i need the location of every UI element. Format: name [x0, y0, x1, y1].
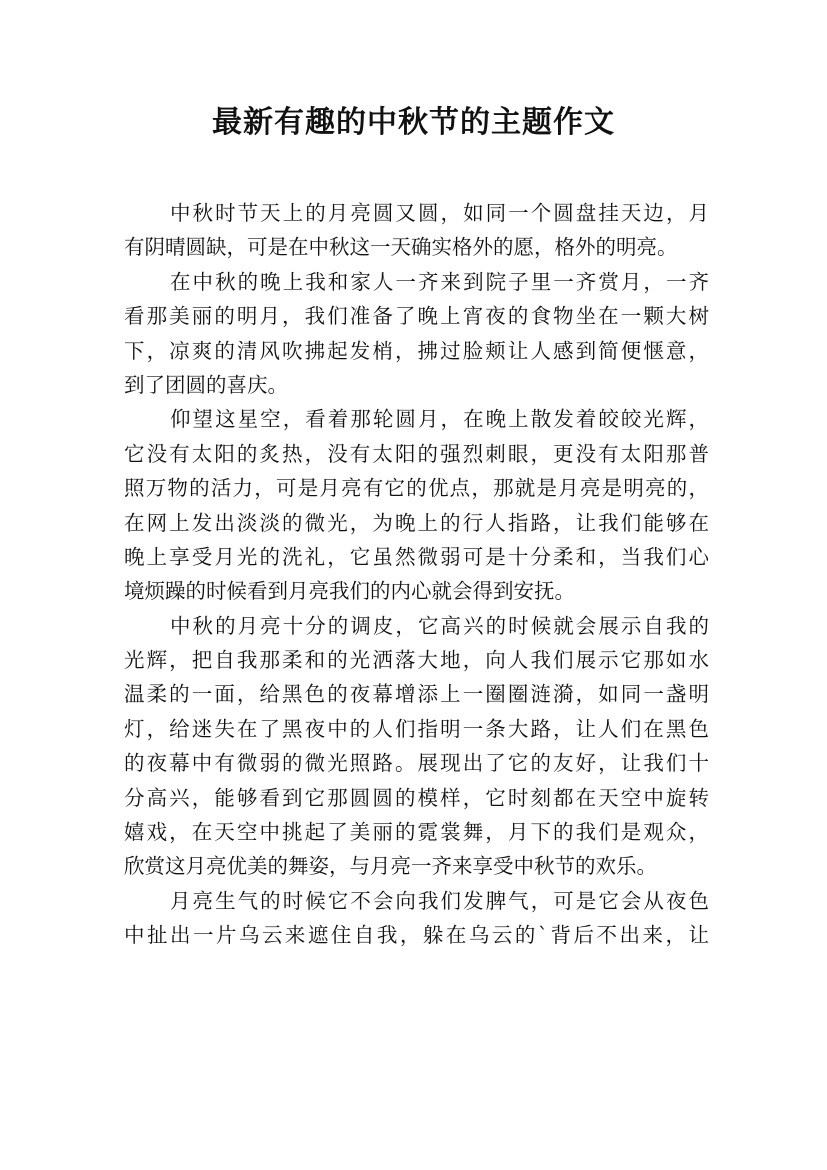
text-line: 下，凉爽的清风吹拂起发梢，拂过脸颊让人感到简便惬意， [124, 338, 709, 363]
text-line: 月亮生气的时候它不会向我们发脾气，可是它会从夜色 [170, 888, 709, 913]
text-line: 境烦躁的时候看到月亮我们的内心就会得到安抚。 [124, 579, 575, 604]
text-line: 光辉，把自我那柔和的光洒落大地，向人我们展示它那如水 [124, 648, 709, 673]
text-line: 仰望这星空，看着那轮圆月，在晚上散发着皎皎光辉， [170, 407, 709, 432]
paragraph [124, 265, 709, 403]
text-line: 有阴晴圆缺，可是在中秋这一天确实格外的愿，格外的明亮。 [124, 235, 678, 260]
text-line: 看那美丽的明月，我们准备了晚上宵夜的食物坐在一颗大树 [124, 304, 709, 329]
text-line: 晚上享受月光的洗礼，它虽然微弱可是十分柔和，当我们心 [124, 544, 709, 569]
text-line: 灯，给迷失在了黑夜中的人们指明一条大路，让人们在黑色 [124, 716, 709, 741]
text-line: 到了团圆的喜庆。 [124, 372, 288, 397]
paragraph [124, 402, 709, 608]
text-line: 照万物的活力，可是月亮有它的优点，那就是月亮是明亮的， [124, 476, 709, 501]
text-line: 中秋的月亮十分的调皮，它高兴的时候就会展示自我的 [170, 613, 709, 638]
text-line: 在网上发出淡淡的微光，为晚上的行人指路，让我们能够在 [124, 510, 709, 535]
text-line: 欣赏这月亮优美的舞姿，与月亮一齐来享受中秋节的欢乐。 [124, 854, 657, 879]
text-line: 嬉戏，在天空中挑起了美丽的霓裳舞，月下的我们是观众， [124, 820, 709, 845]
paragraph [124, 884, 709, 953]
text-line: 分高兴，能够看到它那圆圆的模样，它时刻都在天空中旋转 [124, 785, 709, 810]
paragraph [124, 196, 709, 265]
text-line: 中秋时节天上的月亮圆又圆，如同一个圆盘挂天边，月 [170, 201, 709, 225]
text-line: 温柔的一面，给黑色的夜幕增添上一圈圈涟漪，如同一盏明 [124, 682, 709, 707]
text-line: 在中秋的晚上我和家人一齐来到院子里一齐赏月，一齐 [170, 269, 709, 294]
text-line: 中扯出一片乌云来遮住自我，躲在乌云的`背后不出来，让 [124, 923, 709, 948]
document-body [124, 196, 709, 953]
paragraph [124, 609, 709, 884]
text-line: 的夜幕中有微弱的微光照路。展现出了它的友好，让我们十 [124, 751, 709, 776]
text-line: 它没有太阳的炙热，没有太阳的强烈刺眼，更没有太阳那普 [124, 441, 709, 466]
document-title: 最新有趣的中秋节的主题作文 [212, 105, 615, 140]
